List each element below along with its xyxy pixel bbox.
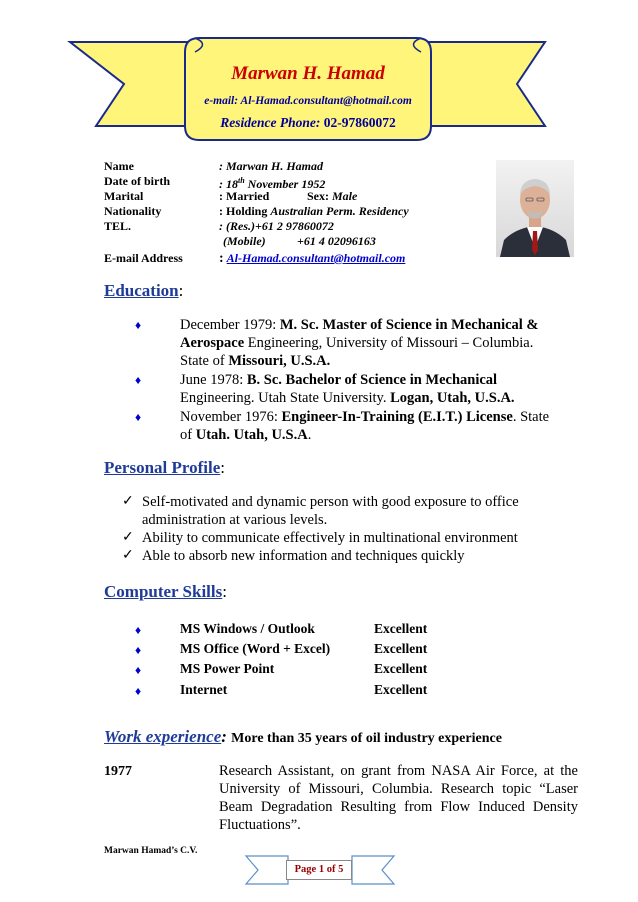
- skills-heading: [104, 582, 227, 602]
- profile-heading: [104, 458, 225, 478]
- tel-value: : (Res.)+61 2 97860072: [219, 219, 334, 233]
- email-value: [219, 250, 405, 267]
- bullet-diamond-icon: ♦: [135, 684, 142, 698]
- work-title: Work experience: [104, 727, 222, 746]
- profile-item: Self-motivated and dynamic person with good exposure to office administration at various levels.: [142, 494, 519, 528]
- work-year: 1977: [104, 764, 132, 779]
- edu-degree: Engineer-In-Training (E.I.T.) License: [281, 409, 513, 425]
- edu-university: Engineering, University of Missouri – Columbia.: [247, 335, 534, 351]
- skill-level: Excellent: [374, 661, 428, 676]
- bullet-diamond-icon: ♦: [135, 373, 142, 387]
- checkmark-icon: ✓: [122, 548, 134, 563]
- name-label: Name: [104, 159, 134, 173]
- profile-item: Ability to communicate effectively in multinational environment: [142, 530, 518, 546]
- edu-period: .: [307, 427, 312, 443]
- header-phone-value: 02-97860072: [323, 115, 396, 130]
- marital-label: Marital: [104, 189, 144, 203]
- email-link[interactable]: Al-Hamad.consultant@hotmail.com: [226, 251, 406, 265]
- education-item: [180, 371, 578, 407]
- edu-location: Logan, Utah, U.S.A.: [390, 390, 515, 406]
- edu-university: Engineering. Utah State University.: [180, 390, 387, 406]
- bullet-diamond-icon: ♦: [135, 318, 142, 332]
- nationality-label: Nationality: [104, 204, 162, 218]
- education-colon: :: [178, 281, 184, 300]
- edu-date: June 1978:: [180, 372, 244, 388]
- name-value: : Marwan H. Hamad: [219, 159, 324, 173]
- work-subtitle: More than 35 years of oil industry experience: [231, 731, 502, 746]
- sex-label: Sex:: [307, 189, 329, 203]
- email-colon: :: [219, 251, 224, 266]
- education-title: Education: [104, 281, 179, 300]
- profile-title: Personal Profile: [104, 458, 221, 477]
- education-item: [180, 408, 578, 444]
- edu-field: Aerospace: [180, 335, 245, 351]
- education-item: [180, 316, 578, 370]
- edu-location: Utah. Utah, U.S.A: [195, 427, 308, 443]
- header-email[interactable]: e-mail: Al-Hamad.consultant@hotmail.com: [204, 95, 412, 107]
- skill-level: Excellent: [374, 621, 428, 636]
- dob-sup: th: [238, 176, 245, 185]
- work-heading: [104, 727, 502, 747]
- skills-title: Computer Skills: [104, 582, 223, 601]
- bullet-diamond-icon: ♦: [135, 410, 142, 424]
- profile-colon: :: [220, 458, 226, 477]
- profile-photo: [496, 160, 574, 257]
- skill-name: MS Office (Word + Excel): [180, 641, 331, 656]
- work-description: Research Assistant, on grant from NASA Air Force, at the University of Missouri, Columbia. Research topic “Laser Beam Degradation Resulting from Flow Induced Density Fluctuations”.: [219, 763, 578, 833]
- skill-name: MS Power Point: [180, 661, 275, 676]
- edu-date: December 1979:: [180, 317, 277, 333]
- email-label: E-mail Address: [104, 251, 183, 265]
- skill-level: Excellent: [374, 682, 428, 697]
- page-number: Page 1 of 5: [286, 860, 352, 880]
- dob-label: Date of birth: [104, 174, 170, 188]
- edu-degree: B. Sc. Bachelor of Science in Mechanical: [246, 372, 498, 388]
- dob-day: : 18: [219, 177, 238, 191]
- mobile-label: (Mobile): [223, 234, 266, 248]
- marital-value: : Married: [219, 189, 270, 203]
- edu-location: Missouri, U.S.A.: [228, 353, 331, 369]
- nationality-rest: Australian Perm. Residency: [270, 204, 409, 218]
- work-colon: :: [221, 727, 227, 746]
- skills-colon: :: [222, 582, 227, 601]
- checkmark-icon: ✓: [122, 530, 134, 545]
- header-phone-label: Residence Phone:: [220, 115, 321, 130]
- edu-of: of: [180, 427, 193, 443]
- bullet-diamond-icon: ♦: [135, 623, 142, 637]
- footer-cv-label: Marwan Hamad’s C.V.: [104, 846, 198, 856]
- skill-name: Internet: [180, 682, 228, 697]
- header-phone: [185, 115, 431, 131]
- profile-item: Able to absorb new information and techniques quickly: [142, 548, 465, 564]
- checkmark-icon: ✓: [122, 494, 134, 509]
- nationality-prefix: : Holding: [219, 204, 268, 218]
- nationality-value: [219, 203, 409, 219]
- mobile-value: +61 4 02096163: [297, 234, 376, 248]
- edu-state-label: . State: [512, 409, 550, 425]
- tel-label: TEL.: [104, 219, 132, 233]
- dob-month-year: November 1952: [244, 177, 326, 191]
- bullet-diamond-icon: ♦: [135, 643, 142, 657]
- header-name: Marwan H. Hamad: [231, 63, 385, 84]
- sex-value: Male: [332, 189, 358, 203]
- education-heading: [104, 281, 183, 301]
- skill-level: Excellent: [374, 641, 428, 656]
- edu-date: November 1976:: [180, 409, 278, 425]
- bullet-diamond-icon: ♦: [135, 663, 142, 677]
- sex-field: [307, 188, 357, 204]
- edu-degree: M. Sc. Master of Science in Mechanical &: [279, 317, 539, 333]
- skill-name: MS Windows / Outlook: [180, 621, 315, 636]
- edu-state-label: State of: [180, 353, 225, 369]
